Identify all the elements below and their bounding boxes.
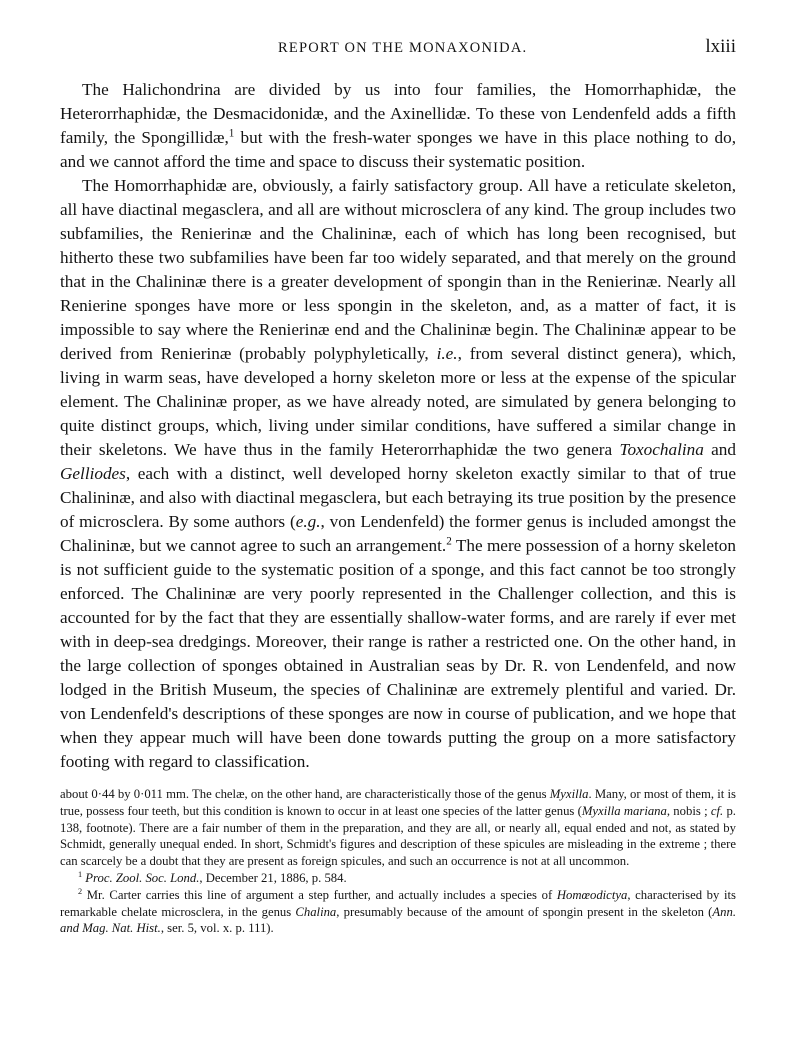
text-run: about 0·44 by 0·011 mm. The chelæ, on the other hand, are characteristically those of the genus [60,787,550,801]
text-run: , nobis ; [666,803,711,818]
journal-citation: Ann. and Mag. Nat. Hist. [60,904,736,936]
genus-toxochalina: Toxochalina [619,440,704,459]
running-header [60,36,736,66]
text-run: The Homorrhaphidæ are, obviously, a fairly satisfactory group. All have a reticulate skeleton, all have diactinal megasclera, and all are without microsclera of any kind. The group includes two subfamilies, the Renierinæ and the Chalininæ, each of which has long been recognised, but hitherto these two subfamilies have been far too widely separated, and that merely on the ground that in the Chalininæ there is a greater development of spongin than in the Renierinæ. Nearly all Renierine sponges have more or less spongin in the skeleton, and, as a matter of fact, it is impossible to say where the Renierinæ end and the Chalininæ begin. The Chalininæ appear to be derived from Renierinæ (probably polyphyletically, [60,176,736,363]
text-run: and [703,440,736,459]
paragraph-homorrhaphidae [60,174,736,774]
text-run: , December 21, 1886, p. 584. [199,870,347,885]
italic-eg: e.g. [295,512,321,531]
footnote-1 [60,870,736,887]
text-run: Mr. Carter carries this line of argument a step further, and actually includes a species of [82,887,557,902]
text-run: The mere possession of a horny skeleton is not sufficient guide to the systematic position of a sponge, and this fact cannot be too strongly enforced. The Chalininæ are very poorly represented in the Challenger collection, and this is accounted for by the fact that they are essentially shallow-water forms, and are rarely if ever met with in deep-sea dredgings. Moreover, their range is rather a restricted one. On the other hand, in the large collection of sponges obtained in Australian seas by Dr. R. von Lendenfeld, and now lodged in the British Museum, the species of Chalininæ are extremely plentiful and varied. Dr. von Lendenfeld's descriptions of these sponges are now in course of publication, and we hope that when they appear much will have been done towards putting the group on a more satisfactory footing with regard to classification. [60,536,736,771]
footnotes [60,786,736,937]
species-myxilla-mariana: Myxilla mariana [581,803,667,818]
text-run: , von Lendenfeld) the former genus is included amongst the Chalininæ, but we cannot agree to such an arrangement. [60,512,737,555]
running-title: REPORT ON THE MONAXONIDA. [278,40,528,56]
text-run: p. 138, footnote). There are a fair number of them in the preparation, and they are all, or nearly all, equal ended and not, as stated by Schmidt, generally unequal ended. In short, Schmidt's figures and description of these spicules are misleading in the extreme ; there can scarcely be a doubt that they are present as foreign spicules, and such an occurrence is not at all uncommon. [60,803,736,869]
journal-citation: Proc. Zool. Soc. Lond. [85,870,200,885]
footnote-continuation [60,786,736,870]
italic-cf: cf. [710,803,724,818]
genus-myxilla: Myxilla [549,787,589,801]
footnote-marker-2: 2 [78,886,83,896]
text-run: , ser. 5, vol. x. p. 111). [160,921,274,936]
italic-ie: i.e. [436,344,458,363]
text-run: , presumably because of the amount of spongin present in the skeleton ( [336,904,713,919]
footnote-2 [60,887,736,937]
genus-chalina: Chalina [295,904,337,919]
text-run: . Many, or most of them, it is true, possess four teeth, but this condition is known to occur in at least one species of the latter genus ( [60,787,736,818]
text-run: but with the fresh-water sponges we have in this place nothing to do, and we cannot afford the time and space to discuss their systematic position. [60,128,736,171]
footnote-ref-1: 1 [228,127,235,140]
footnote-marker-1: 1 [78,869,83,879]
genus-homaeodictya: Homœodictya [556,887,628,902]
body-text [60,78,736,774]
text-run: , from several distinct genera), which, living in warm seas, have developed a horny skeleton more or less at the expense of the spicular element. The Chalininæ proper, as we have already noted, are simulated by genera belonging to quite distinct groups, which, living under similar conditions, have suffered a similar change in their skeletons. We have thus in the family Heterorrhaphidæ the two genera [60,344,736,459]
genus-gelliodes: Gelliodes [60,464,126,483]
paragraph-halichondrina [60,78,736,174]
text-run: The Halichondrina are divided by us into four families, the Homorrhaphidæ, the Heterorrhaphidæ, the Desmacidonidæ, and the Axinellidæ. To these von Lendenfeld adds a fifth family, the Spongillidæ, [60,80,736,147]
page-number: lxiii [705,36,736,57]
text-run: , each with a distinct, well developed horny skeleton exactly similar to that of true Chalininæ, and also with diactinal megasclera, but each betraying its true position by the presence of microsclera. By some authors ( [60,464,736,531]
footnote-ref-2: 2 [446,535,452,548]
text-run: , characterised by its remarkable chelate microsclera, in the genus [60,887,736,919]
